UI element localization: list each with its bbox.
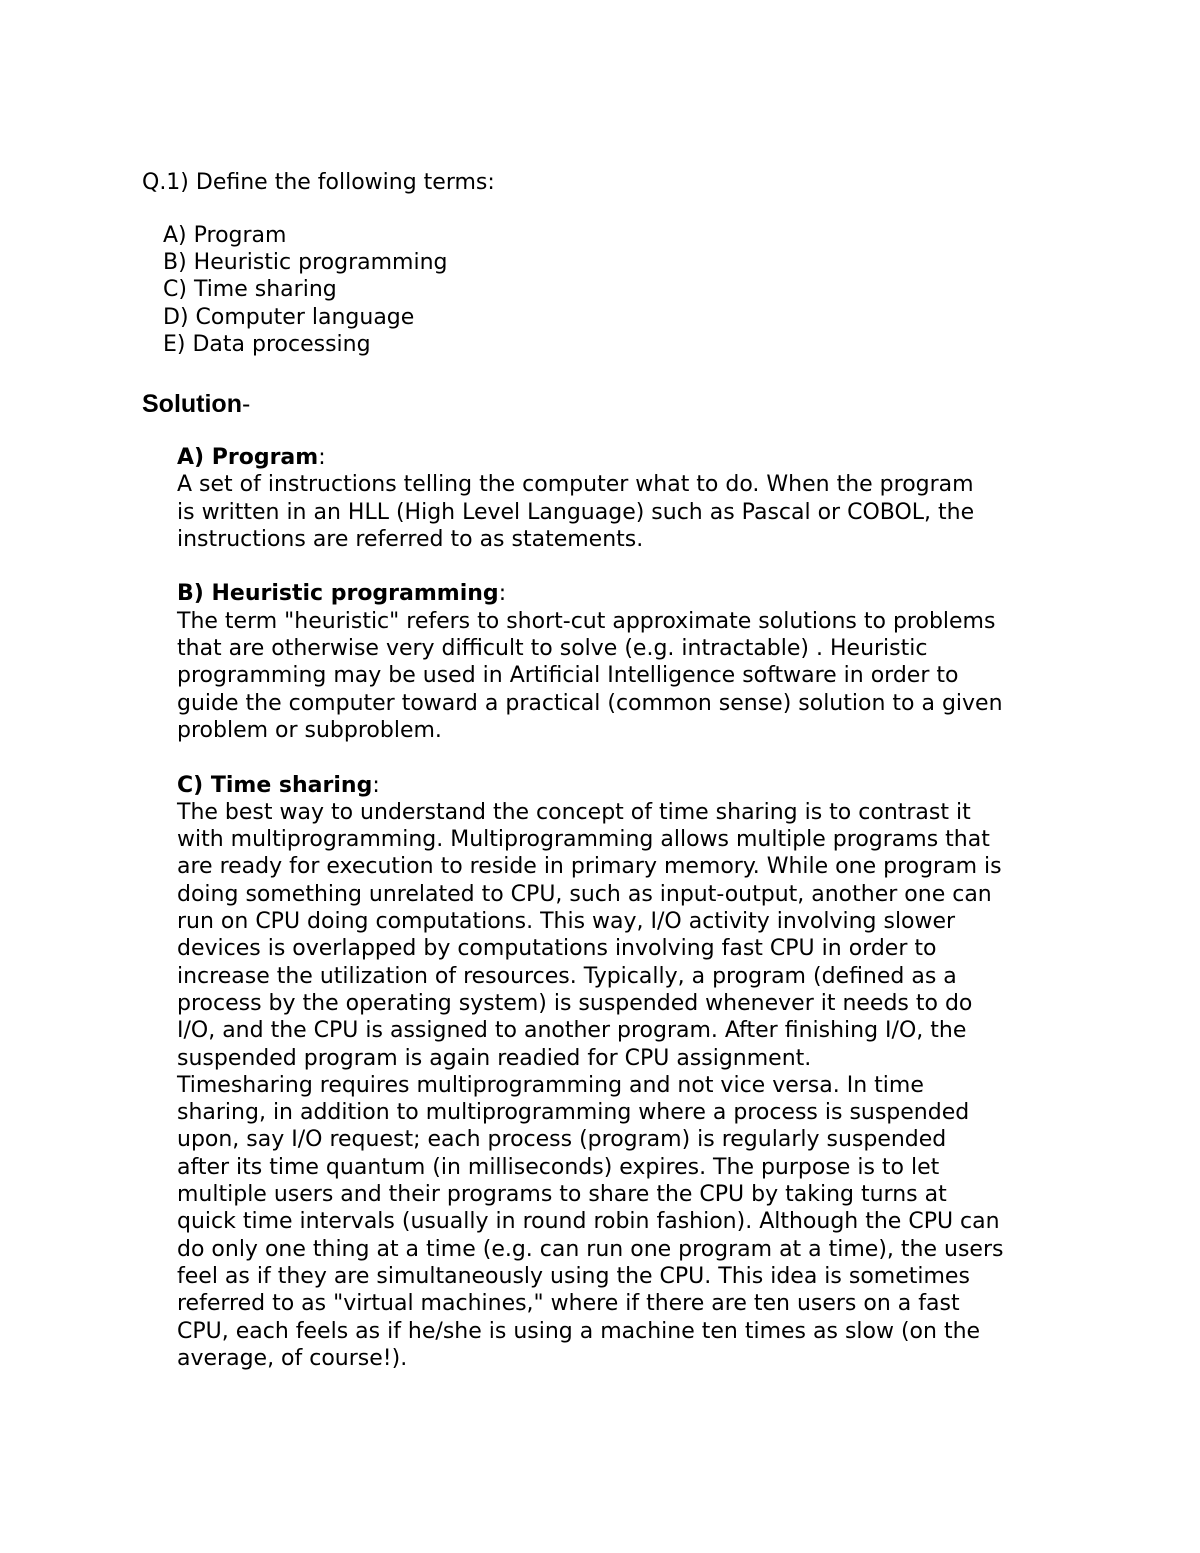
term-item: A) Program [163,223,287,248]
term-item: B) Heuristic programming [163,250,448,276]
term-item: E) Data processing [163,331,371,357]
answer-title-text: C) Time sharing [177,772,373,798]
solution-heading-suffix: - [241,390,251,418]
terms-list [163,222,448,358]
answer-title-colon: : [372,772,380,798]
answer-title [177,444,1077,471]
answer-body: A set of instructions telling the computer what to do. When the program is written in an HLL (High Level Language) such as Pascal or COBOL, the instructions are referred to as statements. [177,472,975,552]
answer-title-colon: : [498,581,507,607]
answer-body: The best way to understand the concept of time sharing is to contrast it with multiprogramming. Multiprogramming allows multiple programs that are ready for execution to reside in primary memory. While one program is doing something unrelated to CPU, such as input-output, another one can run on CPU doing computations. This way, I/O activity involving slower devices is overlapped by computations involving fast CPU in order to increase the utilization of resources. Typically, a program (defined as a process by the operating system) is suspended whenever it needs to do I/O, and the CPU is assigned to another program. After finishing I/O, the suspended program is again readied for CPU assignment. Timesharing requires multiprogramming and not vice versa. In time sharing, in addition to multiprogramming where a process is suspended upon, say I/O request; each process (program) is regularly suspended after its time quantum (in milliseconds) expires. The purpose is to let multiple users and their programs to share the CPU by taking turns at quick time intervals (usually in round robin fashion). Although the CPU can do only one thing at a time (e.g. can run one program at a time), the users feel as if they are simultaneously using the CPU. This idea is sometimes referred to as "virtual machines," where if there are ten users on a fast CPU, each feels as if he/she is using a machine ten times as slow (on the average, of course!). [177,799,1004,1371]
question-text: Q.1) Define the following terms: [142,170,495,195]
answer-heuristic-programming [177,580,1077,744]
answer-time-sharing [177,772,1077,1373]
term-item: C) Time sharing [163,277,337,303]
answer-title [177,580,1077,607]
solution-heading [142,388,250,420]
answer-body: The term "heuristic" refers to short-cut approximate solutions to problems that are otherwise very difficult to solve (e.g. intractable) . Heuristic programming may be used in Artificial Intelligence software in order to guide the computer toward a practical (common sense) solution to a given problem or subproblem. [177,608,1003,743]
answer-program [177,444,1077,553]
answer-title [177,772,1077,799]
term-item: D) Computer language [163,304,415,330]
answers-section [177,444,1077,1399]
answer-title-text: B) Heuristic programming [177,581,499,607]
answer-title-text: A) Program [177,445,319,470]
solution-heading-text: Solution [142,390,242,418]
answer-title-colon: : [318,445,326,470]
